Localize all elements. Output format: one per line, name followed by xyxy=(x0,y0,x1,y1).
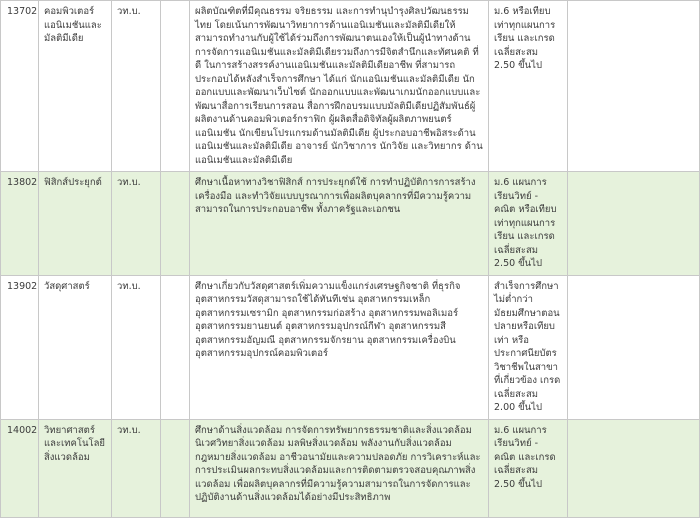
program-code: 14002 xyxy=(1,419,39,517)
empty-cell xyxy=(161,172,190,276)
program-name: ฟิสิกส์ประยุกต์ xyxy=(39,172,112,276)
degree-cell: วท.บ. xyxy=(112,172,161,276)
admission-qualification: ม.6 หรือเทียบเท่าทุกแผนการเรียน และเกรดเฉลี่ยสะสม 2.50 ขึ้นไป xyxy=(489,1,568,172)
degree-cell: วท.บ. xyxy=(112,275,161,419)
empty-cell xyxy=(568,172,700,276)
table-row xyxy=(1,419,700,517)
program-description: ศึกษาเนื้อหาทางวิชาฟิสิกส์ การประยุกต์ใช้ การทำปฏิบัติการการสร้างเครื่องมือ และทำวิจัยแบบบูรณาการเพื่อผลิตบุคลากรที่มีความรู้ความสามารถในการประกอบอาชีพ ทั้งภาครัฐและเอกชน xyxy=(190,172,489,276)
table-row xyxy=(1,1,700,172)
admission-qualification: ม.6 แผนการเรียนวิทย์ - คณิต หรือเทียบเท่าทุกแผนการเรียน และเกรดเฉลี่ยสะสม 2.50 ขึ้นไป xyxy=(489,172,568,276)
empty-cell xyxy=(161,275,190,419)
degree-cell: วท.บ. xyxy=(112,419,161,517)
program-description: ศึกษาด้านสิ่งแวดล้อม การจัดการทรัพยากรธรรมชาติและสิ่งแวดล้อม นิเวศวิทยาสิ่งแวดล้อม มลพิษสิ่งแวดล้อม พลังงานกับสิ่งแวดล้อม กฎหมายสิ่งแวดล้อม อาชีวอนามัยและความปลอดภัย การวิเคราะห์และการประเมินผลกระทบสิ่งแวดล้อมและการติดตามตรวจสอบคุณภาพสิ่งแวดล้อม เพื่อผลิตบุคลากรที่มีความรู้ความสามารถในการจัดการและปฏิบัติงานด้านสิ่งแวดล้อมได้อย่างมีประสิทธิภาพ xyxy=(190,419,489,517)
program-name: คอมพิวเตอร์แอนิเมชันและมัลติมีเดีย xyxy=(39,1,112,172)
empty-cell xyxy=(161,1,190,172)
program-name: วิทยาศาสตร์และเทคโนโลยีสิ่งแวดล้อม xyxy=(39,419,112,517)
admission-qualification: ม.6 แผนการเรียนวิทย์ - คณิต และเกรดเฉลี่ยสะสม 2.50 ขึ้นไป xyxy=(489,419,568,517)
program-description: ศึกษาเกี่ยวกับวัสดุศาสตร์เพิ่มความแข็งแกร่งเศรษฐกิจชาติ ที่ธุรกิจอุตสาหกรรมวัสดุสามารถใช้ได้ทันทีเช่น อุตสาหกรรมเหล็ก อุตสาหกรรมเซรามิก อุตสาหกรรมก่อสร้าง อุตสาหกรรมพอลิเมอร์ อุตสาหกรรมยานยนต์ อุตสาหกรรมอุปกรณ์กีฬา อุตสาหกรรมสี อุตสาหกรรมอัญมณี อุตสาหกรรมจักรยาน อุตสาหกรรมเครื่องบิน อุตสาหกรรมอุปกรณ์คอมพิวเตอร์ xyxy=(190,275,489,419)
program-code: 13902 xyxy=(1,275,39,419)
empty-cell xyxy=(161,419,190,517)
program-code: 13702 xyxy=(1,1,39,172)
degree-cell: วท.บ. xyxy=(112,1,161,172)
program-code: 13802 xyxy=(1,172,39,276)
table-row xyxy=(1,172,700,276)
table-row xyxy=(1,275,700,419)
admission-qualification: สำเร็จการศึกษาไม่ต่ำกว่ามัธยมศึกษาตอนปลายหรือเทียบเท่า หรือประกาศนียบัตรวิชาชีพในสาขาที่เกี่ยวข้อง เกรดเฉลี่ยสะสม 2.00 ขึ้นไป xyxy=(489,275,568,419)
empty-cell xyxy=(568,419,700,517)
empty-cell xyxy=(568,1,700,172)
empty-cell xyxy=(568,275,700,419)
program-description: ผลิตบัณฑิตที่มีคุณธรรม จริยธรรม และการทำนุบำรุงศิลปวัฒนธรรมไทย โดยเน้นการพัฒนาวิทยาการด้านแอนิเมชันและมัลติมีเดียให้สามารถทำงานกับผู้ใช้ได้ร่วมถึงการพัฒนาตนเองให้เป็นผู้นำทางด้านการจัดการแอนิเมชันและมัลติมีเดียรวมถึงการมีจิตสำนึกและทัศนคติ ที่ดี ในการสร้างสรรค์งานแอนิเมชันและมัลติมีเดียอาชีพ ที่สามารถประกอบได้หลังสำเร็จการศึกษา ได้แก่ นักแอนิเมชันและมัลติมีเดีย นักออกแบบและพัฒนาเว็บไซต์ นักออกแบบและพัฒนาเกมนักออกแบบและพัฒนาสื่อการเรียนการสอน สื่อการฝึกอบรมแบบมัลติมีเดียปฏิสัมพันธ์ผู้ผลิตงานด้านคอมพิวเตอร์กราฟิก ผู้ผลิตสื่อดิจิทัลผู้ผลิตภาพยนตร์แอนิเมชัน นักเขียนโปรแกรมด้านมัลติมีเดีย ผู้ประกอบอาชีพอิสระด้านแอนิเมชันและมัลติมีเดีย อาจารย์ นักวิชาการ นักวิจัย และวิทยากร ด้านแอนิเมชันและมัลติมีเดีย xyxy=(190,1,489,172)
program-name: วัสดุศาสตร์ xyxy=(39,275,112,419)
